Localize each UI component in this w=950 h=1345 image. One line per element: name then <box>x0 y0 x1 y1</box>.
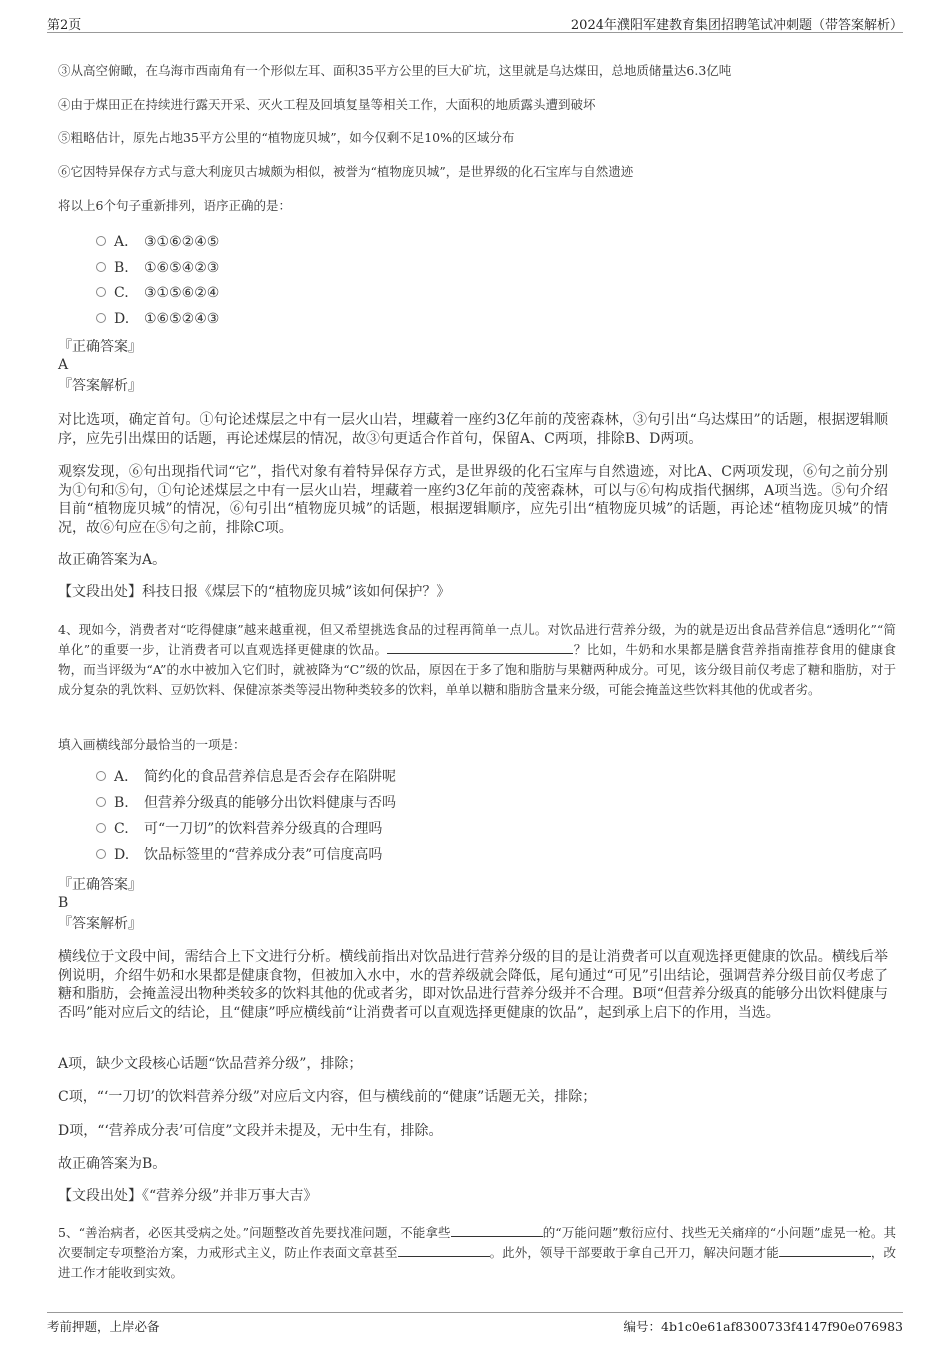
q4-analysis-d: D项，“‘营养成分表’可信度”文段并未提及，无中生有，排除。 <box>58 1123 443 1139</box>
q4-analysis-label: 『答案解析』 <box>58 916 142 932</box>
q3-source: 【文段出处】科技日报《煤层下的“植物庞贝城”该如何保护？》 <box>58 584 451 600</box>
q4-option-c[interactable]: C. 可“一刀切”的饮料营养分级真的合理吗 <box>96 819 382 839</box>
q3-answer: A <box>58 357 69 373</box>
q3-option-a[interactable]: A． ③①⑥②④⑤ <box>96 232 219 252</box>
radio-icon[interactable] <box>96 849 106 859</box>
radio-icon[interactable] <box>96 771 106 781</box>
radio-icon[interactable] <box>96 287 106 297</box>
fill-blank <box>398 1244 490 1257</box>
fill-blank <box>779 1244 871 1257</box>
page-number: 第2页 <box>47 18 82 33</box>
q3-analysis-paragraph: 观察发现，⑥句出现指代词“它”，指代对象有着特异保存方式，是世界级的化石宝库与自然遗迹，对比A、C两项发现，⑥句之前分别为①句和⑤句，①句论述煤层之中有一层火山岩，埋藏着一座约3亿年前的茂密森林，可以与⑥句构成指代捆绑，A项当选。⑤句介绍目前“植物庞贝城”的情况，⑥句引出“植物庞贝城”的话题，根据逻辑顺序，应先引出“植物庞贝城”的话题，再论述“植物庞贝城”的情况，故⑥句应在⑤句之前，排除C项。 <box>58 464 888 536</box>
document-title: 2024年濮阳军建教育集团招聘笔试冲刺题（带答案解析） <box>570 18 903 33</box>
q3-prompt: 将以上6个句子重新排列，语序正确的是： <box>58 198 291 213</box>
q4-stem: 4、现如今，消费者对“吃得健康”越来越重视，但又希望挑选食品的过程再简单一点儿。对饮品进行营养分级，为的就是迈出食品营养信息“透明化”“简单化”的重要一步，让消费者可以直观选择更健康的饮品。 ？比如，牛奶和水果都是膳食营养指南推荐食用的健康食物，而当评级为“A”的水中被加入它们时，就被降为“C”级的饮品，原因在于多了饱和脂肪与果糖两种成分。可见，该分级目前仅考虑了糖和脂肪，对于成分复杂的乳饮料、豆奶饮料、保健凉茶类等浸出物种类较多的饮料，单单以糖和脂肪含量来分级，可能会掩盖这些饮料其他的优或者劣。 <box>58 622 896 697</box>
q4-analysis-paragraph: 横线位于文段中间，需结合上下文进行分析。横线前指出对饮品进行营养分级的目的是让消费者可以直观选择更健康的饮品。横线后举例说明，介绍牛奶和水果都是健康食物，但被加入水中，水的营养级就会降低，尾句通过“可见”引出结论，强调营养分级目前仅考虑了糖和脂肪，会掩盖浸出物种类较多的饮料其他的优或者劣，即对饮品进行营养分级并不合理。B项“但营养分级真的能够分出饮料健康与否吗”能对应后文的结论，且“健康”呼应横线前“让消费者可以直观选择更健康的饮品”，起到承上启下的作用，当选。 <box>58 949 888 1021</box>
q3-option-b[interactable]: B. ①⑥⑤④②③ <box>96 258 219 278</box>
radio-icon[interactable] <box>96 262 106 272</box>
q4-option-b[interactable]: B. 但营养分级真的能够分出饮料健康与否吗 <box>96 793 396 813</box>
fill-blank <box>451 1224 543 1237</box>
q4-analysis-c: C项，“‘一刀切’的饮料营养分级”对应后文内容，但与横线前的“健康”话题无关，排除； <box>58 1089 597 1105</box>
q3-sentence-6: ⑥它因特异保存方式与意大利庞贝古城颇为相似，被誉为“植物庞贝城”，是世界级的化石宝库与自然遗迹 <box>58 164 634 179</box>
page-footer <box>47 1312 903 1339</box>
q3-sentence-5: ⑤粗略估计，原先占地35平方公里的“植物庞贝城”，如今仅剩不足10%的区域分布 <box>58 130 515 145</box>
q3-sentence-3: ③从高空俯瞰，在乌海市西南角有一个形似左耳、面积35平方公里的巨大矿坑，这里就是乌达煤田，总地质储量达6.3亿吨 <box>58 63 732 78</box>
page-header <box>47 12 903 33</box>
radio-icon[interactable] <box>96 236 106 246</box>
q4-option-a[interactable]: A． 简约化的食品营养信息是否会存在陷阱呢 <box>96 767 396 787</box>
footer-slogan: 考前押题，上岸必备 <box>47 1319 160 1334</box>
q3-sentence-4: ④由于煤田正在持续进行露天开采、灭火工程及回填复垦等相关工作，大面积的地质露头遭到破坏 <box>58 97 596 112</box>
q4-conclusion: 故正确答案为B。 <box>58 1156 167 1172</box>
radio-icon[interactable] <box>96 823 106 833</box>
radio-icon[interactable] <box>96 313 106 323</box>
q3-option-d[interactable]: D. ①⑥⑤②④③ <box>96 309 219 329</box>
q4-answer-label: 『正确答案』 <box>58 877 142 893</box>
q4-prompt: 填入画横线部分最恰当的一项是： <box>58 737 246 752</box>
q5-stem: 5、“善治病者，必医其受病之处。”问题整改首先要找准问题，不能拿些 的“万能问题”敷衍应付、找些无关痛痒的“小问题”虚晃一枪。其次要制定专项整治方案，力戒形式主义，防止作表面文章甚至 。此外，领导干部要敢于拿自己开刀，解决问题才能 ，改进工作才能收到实效。 <box>58 1225 896 1280</box>
q3-analysis-label: 『答案解析』 <box>58 378 142 394</box>
q3-analysis-paragraph: 对比选项，确定首句。①句论述煤层之中有一层火山岩，埋藏着一座约3亿年前的茂密森林，③句引出“乌达煤田”的话题，根据逻辑顺序，应先引出煤田的话题，再论述煤层的情况，故③句更适合作首句，保留A、C两项，排除B、D两项。 <box>58 412 888 447</box>
q4-source: 【文段出处】《“营养分级”并非万事大吉》 <box>58 1188 318 1204</box>
q3-answer-label: 『正确答案』 <box>58 339 142 355</box>
q4-answer: B <box>58 895 69 911</box>
q4-analysis-a: A项，缺少文段核心话题“饮品营养分级”，排除； <box>58 1056 363 1072</box>
fill-blank <box>387 641 573 654</box>
q3-option-c[interactable]: C. ③①⑤⑥②④ <box>96 283 219 303</box>
q4-option-d[interactable]: D. 饮品标签里的“营养成分表”可信度高吗 <box>96 845 382 865</box>
radio-icon[interactable] <box>96 797 106 807</box>
q3-conclusion: 故正确答案为A。 <box>58 552 167 568</box>
document-id: 编号：4b1c0e61af8300733f4147f90e076983 <box>623 1319 903 1334</box>
